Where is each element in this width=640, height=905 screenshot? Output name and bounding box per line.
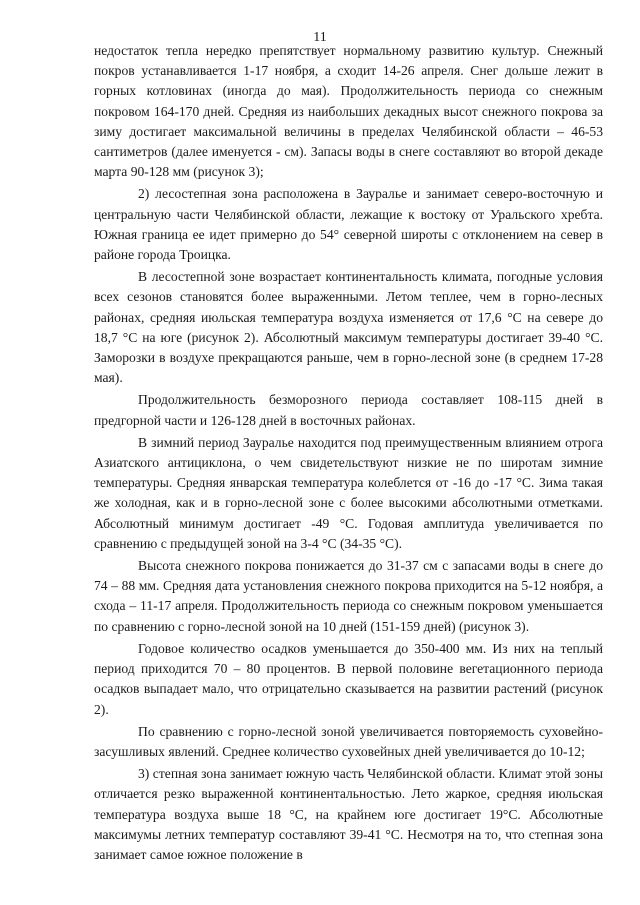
page-number: 11: [313, 30, 327, 45]
paragraph-steppe-zone: 3) степная зона занимает южную часть Челябинской области. Климат этой зоны отличается резко выраженной континентальностью. Лето жаркое, средняя июльская температура воздуха выше 18 °C, на крайнем юге достигает 19°C. Абсолютные максимумы летних температур составляют 39-41 °C. Несмотря на то, что степная зона занимает самое южное положение в: [94, 766, 603, 862]
paragraph-dry-winds: По сравнению с горно-лесной зоной увеличивается повторяемость суховейно-засушливых явлений. Среднее количество суховейных дней увеличивается до 10-12;: [94, 723, 603, 759]
body-text: [94, 41, 603, 867]
paragraph-continentality: В лесостепной зоне возрастает континентальность климата, погодные условия всех сезонов становятся более выраженными. Летом теплее, чем в горно-лесных районах, средняя июльская температура воздуха изменяется от 17,6 °C на севере до 18,7 °C на юге (рисунок 2). Абсолютный максимум температуры достигает 39-40 °C. Заморозки в воздухе прекращаются раньше, чем в горно-лесной зоне (в среднем 17-28 мая).: [94, 269, 603, 386]
paragraph-continuation: недостаток тепла нередко препятствует нормальному развитию культур. Снежный покров устанавливается 1-17 ноября, а сходит 14-26 апреля. Снег дольше лежит в горных котловинах (иногда до мая). Продолжительность периода со снежным покровом 164-170 дней. Средняя из наибольших декадных высот снежного покрова за зиму достигает максимальной величины в пределах Челябинской области – 46-53 сантиметров (далее именуется - см). Запасы воды в снеге составляют во второй декаде марта 90-128 мм (рисунок 3);: [94, 43, 603, 180]
paragraph-winter-period: В зимний период Зауралье находится под преимущественным влиянием отрога Азиатского антициклона, о чем свидетельствуют низкие не по широтам зимние температуры. Средняя январская температура колеблется от -16 до -17 °C. Зима такая же холодная, как и в горно-лесной зоне с более высокими абсолютными отметками. Абсолютный минимум достигает -49 °C. Годовая амплитуда увеличивается по сравнению с предыдущей зоной на 3-4 °C (34-35 °C).: [94, 434, 603, 551]
paragraph-forest-steppe-zone: 2) лесостепная зона расположена в Зауралье и занимает северо-восточную и центральную части Челябинской области, лежащие к востоку от Уральского хребта. Южная граница ее идет примерно до 54° северной широты с отклонением на север в районе города Троицка.: [94, 186, 603, 263]
paragraph-frost-free-period: Продолжительность безморозного периода составляет 108-115 дней в предгорной части и 126-128 дней в восточных районах.: [94, 392, 603, 428]
paragraph-snow-cover: Высота снежного покрова понижается до 31-37 см с запасами воды в снеге до 74 – 88 мм. Средняя дата установления снежного покрова приходится на 5-12 ноября, а схода – 11-17 апреля. Продолжительность периода со снежным покровом уменьшается по сравнению с горно-лесной зоной на 10 дней (151-159 дней) (рисунок 3).: [94, 558, 603, 634]
paragraph-precipitation: Годовое количество осадков уменьшается до 350-400 мм. Из них на теплый период приходится 70 – 80 процентов. В первой половине вегетационного периода осадков выпадает мало, что отрицательно сказывается на развитии растений (рисунок 2).: [94, 640, 603, 717]
